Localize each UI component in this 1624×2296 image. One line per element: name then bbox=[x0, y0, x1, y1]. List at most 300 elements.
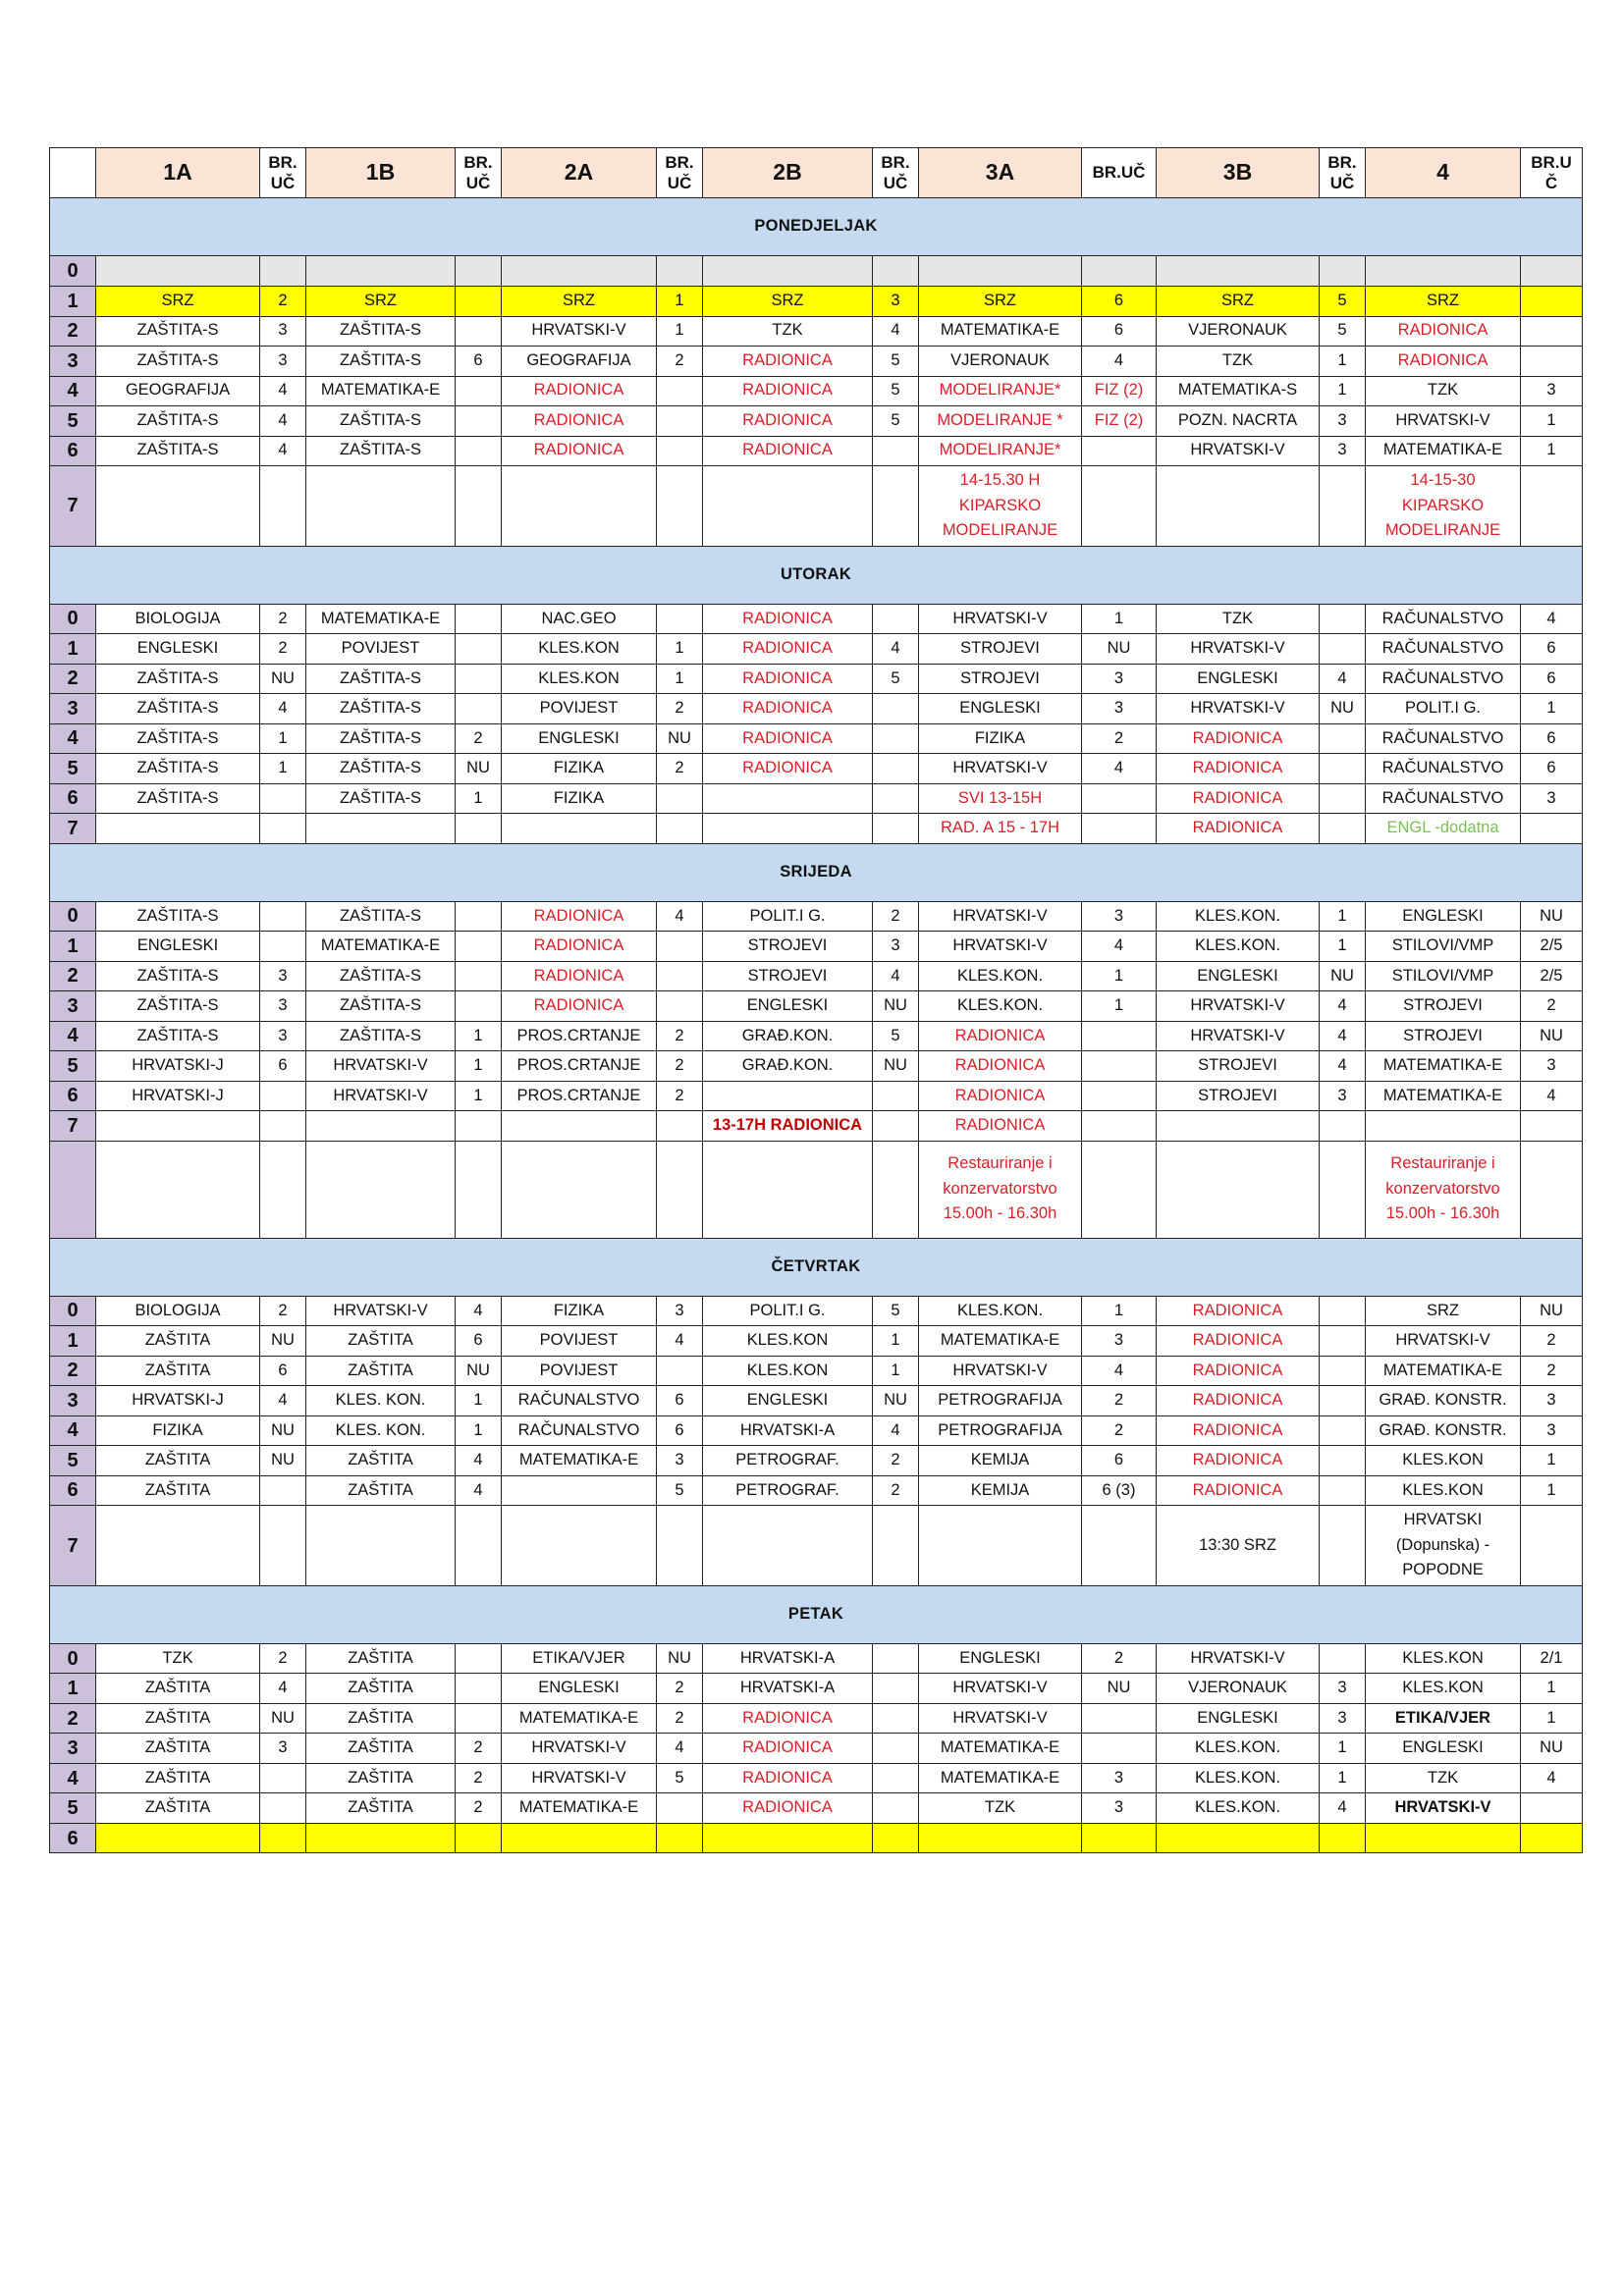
teacher-count-cell: 3 bbox=[1521, 1386, 1583, 1416]
subject-cell: STROJEVI bbox=[919, 634, 1082, 665]
subject-cell: KLES.KON bbox=[1366, 1643, 1521, 1674]
teacher-count-cell: 5 bbox=[873, 1021, 919, 1051]
period-number: 4 bbox=[50, 723, 96, 754]
subject-cell: RADIONICA bbox=[1157, 1326, 1320, 1357]
teacher-count-cell: 1 bbox=[260, 754, 306, 784]
day-title: PONEDJELJAK bbox=[50, 198, 1583, 256]
subject-cell: ZAŠTITA bbox=[96, 1475, 260, 1506]
subject-cell bbox=[502, 466, 657, 547]
subject-cell: ZAŠTITA-S bbox=[306, 436, 456, 466]
teacher-count-cell: NU bbox=[260, 1703, 306, 1734]
subject-cell bbox=[96, 814, 260, 844]
teacher-count-cell bbox=[1320, 634, 1366, 665]
lesson-row bbox=[50, 814, 1583, 844]
subject-cell: HRVATSKI-V bbox=[306, 1296, 456, 1326]
subject-cell: PETROGRAFIJA bbox=[919, 1386, 1082, 1416]
teacher-count-cell: 2 bbox=[1082, 723, 1157, 754]
teacher-count-cell bbox=[1320, 1506, 1366, 1586]
teacher-count-cell: 2 bbox=[873, 1475, 919, 1506]
teacher-count-cell: 2 bbox=[456, 723, 502, 754]
subject-cell: STROJEVI bbox=[1366, 1021, 1521, 1051]
subject-cell: RADIONICA bbox=[703, 376, 873, 406]
teacher-count-cell: 2 bbox=[260, 604, 306, 634]
lesson-row bbox=[50, 901, 1583, 932]
subject-cell: ZAŠTITA-S bbox=[306, 901, 456, 932]
subject-cell: SRZ bbox=[306, 287, 456, 317]
subject-cell: KLES.KON bbox=[1366, 1475, 1521, 1506]
teacher-count-cell: NU bbox=[1521, 1734, 1583, 1764]
subject-cell: ZAŠTITA-S bbox=[306, 347, 456, 377]
teacher-count-cell bbox=[657, 466, 703, 547]
subject-cell: SRZ bbox=[1366, 1296, 1521, 1326]
subject-cell: ZAŠTITA-S bbox=[306, 991, 456, 1022]
subject-cell: RADIONICA bbox=[703, 1703, 873, 1734]
teacher-count-cell bbox=[1082, 256, 1157, 287]
subject-cell: HRVATSKI-V bbox=[1366, 1793, 1521, 1824]
class-header: 1B bbox=[306, 148, 456, 198]
subject-cell: RADIONICA bbox=[1157, 1356, 1320, 1386]
teacher-count-cell bbox=[1082, 1823, 1157, 1853]
teacher-count-cell: 3 bbox=[1082, 1793, 1157, 1824]
teacher-count-cell: 1 bbox=[456, 1051, 502, 1082]
period-number: 6 bbox=[50, 1475, 96, 1506]
teacher-count-cell: 2 bbox=[873, 901, 919, 932]
teacher-count-cell bbox=[260, 1111, 306, 1142]
teacher-count-cell: 3 bbox=[1082, 901, 1157, 932]
period-number: 3 bbox=[50, 694, 96, 724]
subject-cell bbox=[306, 1141, 456, 1238]
teacher-count-cell: 3 bbox=[657, 1296, 703, 1326]
subject-cell: ZAŠTITA-S bbox=[306, 1021, 456, 1051]
lesson-row bbox=[50, 376, 1583, 406]
period-number bbox=[50, 1141, 96, 1238]
teacher-count-cell: 3 bbox=[873, 932, 919, 962]
lesson-row bbox=[50, 1703, 1583, 1734]
teacher-count-cell: 3 bbox=[873, 287, 919, 317]
teacher-count-cell: NU bbox=[260, 1326, 306, 1357]
teacher-count-cell bbox=[657, 604, 703, 634]
subject-cell: FIZIKA bbox=[919, 723, 1082, 754]
teacher-count-cell bbox=[1521, 287, 1583, 317]
subject-cell bbox=[502, 1111, 657, 1142]
subject-cell: PETROGRAF. bbox=[703, 1475, 873, 1506]
subject-cell: RADIONICA bbox=[919, 1021, 1082, 1051]
teacher-count-cell: 1 bbox=[456, 1415, 502, 1446]
subject-cell: RADIONICA bbox=[502, 436, 657, 466]
teacher-count-cell bbox=[1320, 466, 1366, 547]
period-number: 7 bbox=[50, 1111, 96, 1142]
teacher-count-cell: 2 bbox=[657, 347, 703, 377]
subject-cell: 14-15.30 H KIPARSKO MODELIRANJE bbox=[919, 466, 1082, 547]
lesson-row bbox=[50, 436, 1583, 466]
teacher-count-cell bbox=[873, 1734, 919, 1764]
subject-cell: HRVATSKI-A bbox=[703, 1674, 873, 1704]
subject-cell: TZK bbox=[96, 1643, 260, 1674]
teacher-count-cell bbox=[1082, 1051, 1157, 1082]
teacher-count-header: BR. UČ bbox=[260, 148, 306, 198]
teacher-count-cell bbox=[873, 1703, 919, 1734]
lesson-row bbox=[50, 783, 1583, 814]
teacher-count-cell: NU bbox=[1320, 961, 1366, 991]
subject-cell: SRZ bbox=[919, 287, 1082, 317]
lesson-row bbox=[50, 406, 1583, 437]
subject-cell: VJERONAUK bbox=[1157, 1674, 1320, 1704]
teacher-count-cell: NU bbox=[456, 1356, 502, 1386]
subject-cell: POVIJEST bbox=[502, 1356, 657, 1386]
subject-cell: ZAŠTITA bbox=[306, 1734, 456, 1764]
subject-cell bbox=[502, 814, 657, 844]
teacher-count-cell: 6 bbox=[1521, 723, 1583, 754]
teacher-count-cell: NU bbox=[873, 1051, 919, 1082]
subject-cell: RADIONICA bbox=[703, 723, 873, 754]
subject-cell: RADIONICA bbox=[1157, 1475, 1320, 1506]
teacher-count-cell: 2/1 bbox=[1521, 1643, 1583, 1674]
teacher-count-cell: 1 bbox=[1082, 961, 1157, 991]
subject-cell: RAČUNALSTVO bbox=[502, 1415, 657, 1446]
teacher-count-cell: 2 bbox=[657, 1674, 703, 1704]
lesson-row bbox=[50, 991, 1583, 1022]
teacher-count-cell: NU bbox=[260, 664, 306, 694]
subject-cell bbox=[96, 1823, 260, 1853]
period-number: 0 bbox=[50, 901, 96, 932]
teacher-count-cell: 2 bbox=[657, 1051, 703, 1082]
teacher-count-cell: 5 bbox=[873, 406, 919, 437]
period-number: 0 bbox=[50, 1643, 96, 1674]
teacher-count-cell bbox=[873, 1763, 919, 1793]
teacher-count-cell: 1 bbox=[456, 783, 502, 814]
teacher-count-cell bbox=[873, 1111, 919, 1142]
subject-cell bbox=[1157, 1823, 1320, 1853]
subject-cell bbox=[306, 256, 456, 287]
teacher-count-cell: NU bbox=[657, 723, 703, 754]
lesson-row bbox=[50, 1643, 1583, 1674]
teacher-count-cell bbox=[456, 634, 502, 665]
period-number: 1 bbox=[50, 287, 96, 317]
subject-cell bbox=[919, 1823, 1082, 1853]
subject-cell: STILOVI/VMP bbox=[1366, 961, 1521, 991]
teacher-count-cell bbox=[456, 1643, 502, 1674]
subject-cell: RADIONICA bbox=[703, 634, 873, 665]
subject-cell: MATEMATIKA-E bbox=[1366, 436, 1521, 466]
subject-cell: ENGLESKI bbox=[703, 991, 873, 1022]
subject-cell: KLES.KON. bbox=[1157, 1793, 1320, 1824]
teacher-count-cell: NU bbox=[1320, 694, 1366, 724]
subject-cell: RAČUNALSTVO bbox=[1366, 634, 1521, 665]
subject-cell bbox=[96, 1111, 260, 1142]
teacher-count-cell: 4 bbox=[657, 901, 703, 932]
subject-cell: HRVATSKI-V bbox=[919, 1703, 1082, 1734]
teacher-count-cell: 3 bbox=[260, 316, 306, 347]
teacher-count-header: BR. UČ bbox=[657, 148, 703, 198]
teacher-count-cell: 6 (3) bbox=[1082, 1475, 1157, 1506]
subject-cell: RADIONICA bbox=[703, 694, 873, 724]
teacher-count-cell: 2 bbox=[1082, 1386, 1157, 1416]
subject-cell: ZAŠTITA-S bbox=[96, 961, 260, 991]
period-number: 5 bbox=[50, 1793, 96, 1824]
subject-cell bbox=[703, 466, 873, 547]
day-band bbox=[50, 1238, 1583, 1296]
subject-cell: MATEMATIKA-E bbox=[306, 604, 456, 634]
teacher-count-cell bbox=[1082, 1506, 1157, 1586]
teacher-count-cell: 4 bbox=[873, 634, 919, 665]
teacher-count-cell: 3 bbox=[1082, 694, 1157, 724]
period-number: 1 bbox=[50, 1326, 96, 1357]
subject-cell: ZAŠTITA bbox=[306, 1326, 456, 1357]
teacher-count-cell: 2 bbox=[657, 754, 703, 784]
teacher-count-cell bbox=[657, 1356, 703, 1386]
teacher-count-cell bbox=[260, 1506, 306, 1586]
teacher-count-cell: 3 bbox=[1082, 1326, 1157, 1357]
lesson-row bbox=[50, 256, 1583, 287]
period-number: 0 bbox=[50, 256, 96, 287]
subject-cell: HRVATSKI-J bbox=[96, 1081, 260, 1111]
teacher-count-cell bbox=[657, 256, 703, 287]
period-number: 1 bbox=[50, 634, 96, 665]
teacher-count-cell: 1 bbox=[260, 723, 306, 754]
subject-cell: KLES.KON. bbox=[919, 961, 1082, 991]
subject-cell: HRVATSKI-V bbox=[306, 1051, 456, 1082]
teacher-count-cell: 5 bbox=[1320, 316, 1366, 347]
subject-cell: RADIONICA bbox=[703, 754, 873, 784]
teacher-count-cell bbox=[1320, 754, 1366, 784]
teacher-count-cell bbox=[1320, 1326, 1366, 1357]
subject-cell: RADIONICA bbox=[1366, 347, 1521, 377]
teacher-count-cell: 6 bbox=[1082, 1446, 1157, 1476]
subject-cell: MODELIRANJE* bbox=[919, 376, 1082, 406]
teacher-count-cell bbox=[657, 1141, 703, 1238]
subject-cell: RAČUNALSTVO bbox=[1366, 723, 1521, 754]
teacher-count-cell: 1 bbox=[657, 664, 703, 694]
teacher-count-cell: 2 bbox=[1521, 1326, 1583, 1357]
teacher-count-cell: 3 bbox=[657, 1446, 703, 1476]
teacher-count-cell: NU bbox=[1082, 634, 1157, 665]
lesson-row bbox=[50, 1296, 1583, 1326]
teacher-count-cell: 2 bbox=[657, 1703, 703, 1734]
teacher-count-cell bbox=[873, 436, 919, 466]
teacher-count-cell: 4 bbox=[1082, 347, 1157, 377]
subject-cell: KLES.KON bbox=[703, 1356, 873, 1386]
lesson-row bbox=[50, 604, 1583, 634]
subject-cell: KLES.KON. bbox=[1157, 932, 1320, 962]
teacher-count-cell: 3 bbox=[1320, 436, 1366, 466]
teacher-count-cell: 4 bbox=[1521, 604, 1583, 634]
subject-cell: HRVATSKI-V bbox=[919, 1674, 1082, 1704]
timetable bbox=[49, 147, 1583, 1853]
subject-cell: SRZ bbox=[1157, 287, 1320, 317]
subject-cell: GRAĐ. KONSTR. bbox=[1366, 1415, 1521, 1446]
teacher-count-cell: 6 bbox=[1521, 664, 1583, 694]
teacher-count-cell bbox=[873, 1141, 919, 1238]
teacher-count-cell bbox=[1521, 1111, 1583, 1142]
subject-cell: KLES.KON bbox=[502, 634, 657, 665]
subject-cell: MATEMATIKA-E bbox=[502, 1793, 657, 1824]
subject-cell: ZAŠTITA-S bbox=[306, 406, 456, 437]
teacher-count-cell: 3 bbox=[260, 347, 306, 377]
teacher-count-cell bbox=[1521, 316, 1583, 347]
subject-cell: POLIT.I G. bbox=[703, 901, 873, 932]
teacher-count-cell bbox=[260, 1763, 306, 1793]
subject-cell: MATEMATIKA-E bbox=[306, 932, 456, 962]
teacher-count-cell bbox=[456, 406, 502, 437]
teacher-count-cell: FIZ (2) bbox=[1082, 376, 1157, 406]
subject-cell: 13:30 SRZ bbox=[1157, 1506, 1320, 1586]
period-number: 6 bbox=[50, 783, 96, 814]
subject-cell: VJERONAUK bbox=[919, 347, 1082, 377]
period-number: 6 bbox=[50, 436, 96, 466]
teacher-count-cell: 4 bbox=[873, 961, 919, 991]
lesson-row bbox=[50, 694, 1583, 724]
subject-cell: KLES.KON. bbox=[919, 991, 1082, 1022]
subject-cell: RADIONICA bbox=[703, 406, 873, 437]
teacher-count-cell bbox=[260, 1081, 306, 1111]
subject-cell: ENGLESKI bbox=[703, 1386, 873, 1416]
teacher-count-cell: 6 bbox=[456, 347, 502, 377]
subject-cell: ZAŠTITA-S bbox=[306, 783, 456, 814]
teacher-count-cell: 3 bbox=[260, 1734, 306, 1764]
subject-cell: ZAŠTITA bbox=[96, 1703, 260, 1734]
subject-cell: GRAĐ.KON. bbox=[703, 1051, 873, 1082]
subject-cell: SVI 13-15H bbox=[919, 783, 1082, 814]
teacher-count-cell: 5 bbox=[657, 1475, 703, 1506]
teacher-count-cell: 6 bbox=[1521, 754, 1583, 784]
subject-cell: ZAŠTITA-S bbox=[96, 754, 260, 784]
subject-cell: Restauriranje i konzervatorstvo 15.00h - 16.30h bbox=[1366, 1141, 1521, 1238]
period-number: 6 bbox=[50, 1823, 96, 1853]
teacher-count-cell: 3 bbox=[1521, 1415, 1583, 1446]
teacher-count-cell: 2 bbox=[657, 1021, 703, 1051]
subject-cell: MODELIRANJE * bbox=[919, 406, 1082, 437]
teacher-count-cell: 1 bbox=[1521, 1703, 1583, 1734]
subject-cell: KLES. KON. bbox=[306, 1415, 456, 1446]
period-number: 3 bbox=[50, 991, 96, 1022]
subject-cell: RAČUNALSTVO bbox=[1366, 783, 1521, 814]
teacher-count-cell bbox=[1082, 1021, 1157, 1051]
teacher-count-cell: 4 bbox=[1521, 1081, 1583, 1111]
subject-cell: ENGLESKI bbox=[919, 694, 1082, 724]
lesson-row bbox=[50, 1141, 1583, 1238]
teacher-count-cell: NU bbox=[260, 1446, 306, 1476]
teacher-count-cell: 4 bbox=[657, 1734, 703, 1764]
subject-cell: RADIONICA bbox=[1157, 1386, 1320, 1416]
subject-cell: RADIONICA bbox=[919, 1081, 1082, 1111]
subject-cell bbox=[502, 1506, 657, 1586]
lesson-row bbox=[50, 1793, 1583, 1824]
teacher-count-cell bbox=[1082, 466, 1157, 547]
teacher-count-cell bbox=[260, 783, 306, 814]
subject-cell: RADIONICA bbox=[1157, 754, 1320, 784]
subject-cell: ENGLESKI bbox=[1366, 901, 1521, 932]
teacher-count-cell: 4 bbox=[1320, 1793, 1366, 1824]
teacher-count-cell bbox=[1320, 1475, 1366, 1506]
subject-cell: RADIONICA bbox=[703, 664, 873, 694]
teacher-count-cell bbox=[456, 316, 502, 347]
subject-cell bbox=[306, 466, 456, 547]
lesson-row bbox=[50, 1386, 1583, 1416]
teacher-count-cell bbox=[873, 1081, 919, 1111]
teacher-count-cell bbox=[873, 723, 919, 754]
teacher-count-cell: 2 bbox=[1521, 1356, 1583, 1386]
teacher-count-cell bbox=[873, 466, 919, 547]
subject-cell: RADIONICA bbox=[502, 376, 657, 406]
teacher-count-cell bbox=[456, 1823, 502, 1853]
subject-cell: TZK bbox=[1157, 347, 1320, 377]
subject-cell: BIOLOGIJA bbox=[96, 1296, 260, 1326]
subject-cell: ZAŠTITA-S bbox=[306, 723, 456, 754]
teacher-count-cell: FIZ (2) bbox=[1082, 406, 1157, 437]
teacher-count-cell bbox=[873, 814, 919, 844]
subject-cell: PETROGRAFIJA bbox=[919, 1415, 1082, 1446]
teacher-count-cell bbox=[873, 783, 919, 814]
subject-cell: KLES.KON. bbox=[1157, 1734, 1320, 1764]
day-title: SRIJEDA bbox=[50, 843, 1583, 901]
teacher-count-cell: 1 bbox=[1521, 406, 1583, 437]
subject-cell: SRZ bbox=[1366, 287, 1521, 317]
teacher-count-cell bbox=[657, 1793, 703, 1824]
subject-cell: MODELIRANJE* bbox=[919, 436, 1082, 466]
subject-cell bbox=[306, 1111, 456, 1142]
subject-cell bbox=[919, 1506, 1082, 1586]
lesson-row bbox=[50, 1111, 1583, 1142]
subject-cell bbox=[919, 256, 1082, 287]
subject-cell: HRVATSKI-V bbox=[502, 1763, 657, 1793]
subject-cell: MATEMATIKA-E bbox=[1366, 1081, 1521, 1111]
teacher-count-cell: 4 bbox=[456, 1296, 502, 1326]
teacher-count-cell: 4 bbox=[260, 1674, 306, 1704]
teacher-count-cell: 1 bbox=[456, 1386, 502, 1416]
lesson-row bbox=[50, 1415, 1583, 1446]
teacher-count-cell: 6 bbox=[1082, 287, 1157, 317]
period-number: 3 bbox=[50, 1386, 96, 1416]
teacher-count-cell bbox=[1320, 1356, 1366, 1386]
subject-cell: ZAŠTITA bbox=[96, 1734, 260, 1764]
subject-cell: HRVATSKI-V bbox=[502, 1734, 657, 1764]
teacher-count-cell: 2/5 bbox=[1521, 961, 1583, 991]
teacher-count-cell bbox=[1521, 814, 1583, 844]
teacher-count-cell: 1 bbox=[1521, 694, 1583, 724]
subject-cell: ENGLESKI bbox=[919, 1643, 1082, 1674]
teacher-count-cell: 3 bbox=[1521, 1051, 1583, 1082]
lesson-row bbox=[50, 634, 1583, 665]
subject-cell: ENGLESKI bbox=[96, 634, 260, 665]
subject-cell: RADIONICA bbox=[1366, 316, 1521, 347]
class-header: 3B bbox=[1157, 148, 1320, 198]
teacher-count-cell: 1 bbox=[1082, 604, 1157, 634]
period-number: 3 bbox=[50, 1734, 96, 1764]
teacher-count-cell bbox=[260, 466, 306, 547]
teacher-count-cell bbox=[1521, 1793, 1583, 1824]
teacher-count-cell: 3 bbox=[1320, 406, 1366, 437]
teacher-count-cell bbox=[657, 961, 703, 991]
subject-cell: ZAŠTITA-S bbox=[306, 754, 456, 784]
teacher-count-cell: 6 bbox=[456, 1326, 502, 1357]
subject-cell: ZAŠTITA bbox=[96, 1793, 260, 1824]
subject-cell: RAD. A 15 - 17H bbox=[919, 814, 1082, 844]
teacher-count-cell bbox=[456, 1703, 502, 1734]
lesson-row bbox=[50, 1763, 1583, 1793]
teacher-count-cell bbox=[260, 814, 306, 844]
subject-cell bbox=[502, 1141, 657, 1238]
subject-cell: ZAŠTITA-S bbox=[306, 664, 456, 694]
subject-cell: ENGLESKI bbox=[502, 1674, 657, 1704]
subject-cell: RADIONICA bbox=[703, 347, 873, 377]
subject-cell bbox=[703, 783, 873, 814]
subject-cell: ZAŠTITA bbox=[96, 1356, 260, 1386]
teacher-count-cell bbox=[1320, 256, 1366, 287]
teacher-count-cell: 1 bbox=[657, 316, 703, 347]
teacher-count-cell: 5 bbox=[873, 347, 919, 377]
subject-cell bbox=[96, 1506, 260, 1586]
teacher-count-cell: 2 bbox=[657, 1081, 703, 1111]
